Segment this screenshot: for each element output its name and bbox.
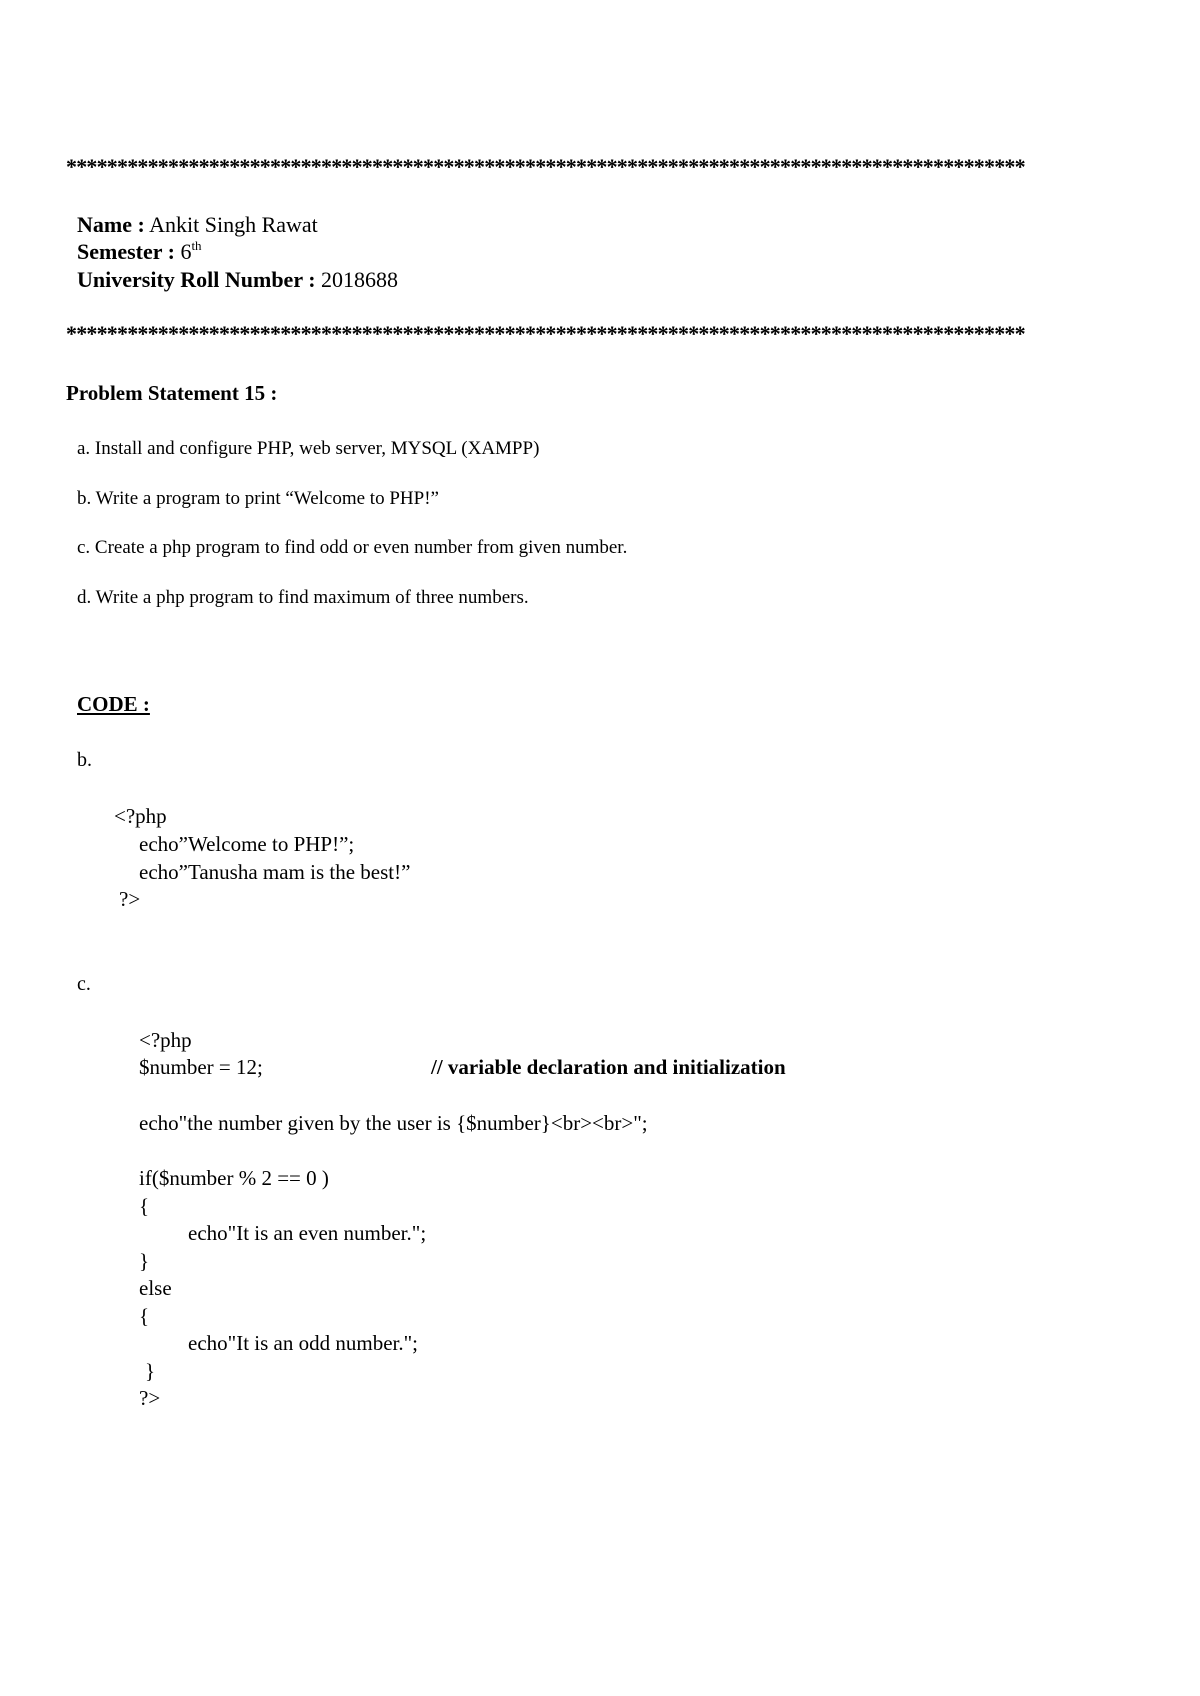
task-d: d. Write a php program to find maximum of three numbers. [77, 587, 529, 608]
code-c-line-6: echo"It is an even number."; [188, 1221, 427, 1245]
code-b-line-2: echo”Welcome to PHP!”; [139, 832, 355, 856]
name-line [77, 214, 318, 236]
name-value: Ankit Singh Rawat [149, 212, 318, 237]
code-c-line-2: $number = 12; [139, 1055, 263, 1079]
separator-bottom: ********************************************************************************************** [66, 323, 1025, 345]
roll-value: 2018688 [321, 267, 399, 292]
code-c-line-5: { [139, 1194, 150, 1218]
name-label: Name : [77, 212, 145, 237]
code-c-label: c. [77, 973, 91, 995]
code-c-line-12: ?> [139, 1386, 161, 1410]
code-b-line-3: echo”Tanusha mam is the best!” [139, 860, 411, 884]
code-c-line-8: else [139, 1276, 172, 1300]
code-c-line-4: if($number % 2 == 0 ) [139, 1166, 329, 1190]
task-a: a. Install and configure PHP, web server, MYSQL (XAMPP) [77, 438, 540, 459]
separator-top: ********************************************************************************************** [66, 156, 1025, 178]
task-b: b. Write a program to print “Welcome to PHP!” [77, 488, 439, 509]
semester-suffix: th [191, 238, 202, 253]
roll-line [77, 269, 398, 291]
code-c-comment: // variable declaration and initialization [431, 1055, 786, 1079]
code-c-line-11: } [145, 1359, 156, 1383]
code-c-line-9: { [139, 1304, 150, 1328]
code-title: CODE : [77, 692, 150, 716]
roll-label: University Roll Number : [77, 267, 316, 292]
problem-title: Problem Statement 15 : [66, 381, 278, 405]
code-c-line-10: echo"It is an odd number."; [188, 1331, 419, 1355]
code-b-label: b. [77, 749, 92, 771]
semester-value: 6 [180, 239, 192, 264]
code-b-line-1: <?php [114, 804, 167, 828]
code-b-line-4: ?> [119, 887, 141, 911]
task-c: c. Create a php program to find odd or even number from given number. [77, 537, 628, 558]
code-c-line-7: } [139, 1249, 150, 1273]
semester-line [77, 238, 202, 264]
semester-label: Semester : [77, 239, 175, 264]
code-c-line-3: echo"the number given by the user is {$number}<br><br>"; [139, 1111, 648, 1135]
code-c-line-1: <?php [139, 1028, 192, 1052]
